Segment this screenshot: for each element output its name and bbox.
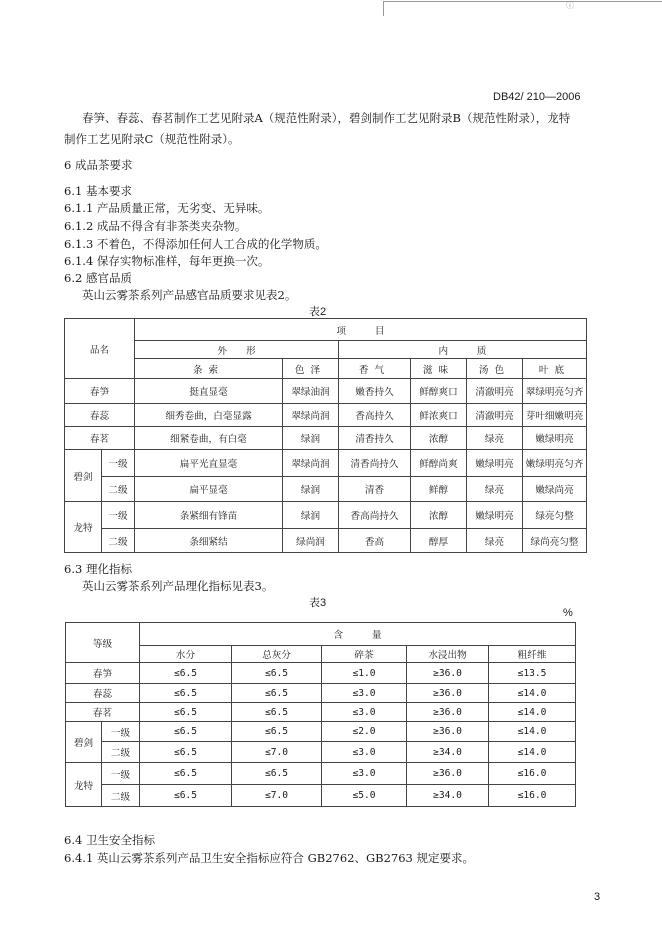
- header-color: 色泽: [283, 359, 339, 379]
- table-row: [65, 477, 587, 502]
- row-name: 碧剑: [65, 450, 102, 502]
- cell: ≤6.5: [140, 722, 232, 742]
- header-leaf: 叶底: [523, 359, 587, 379]
- header-crude-fiber: 粗纤维: [489, 646, 576, 663]
- row-name: 春茗: [65, 427, 135, 450]
- cell: ≥36.0: [407, 663, 489, 684]
- header-content: 含 量: [140, 623, 576, 646]
- row-name: 春蕊: [65, 404, 135, 427]
- page-number: 3: [594, 891, 601, 903]
- row-name: 春笋: [66, 663, 140, 684]
- clause-6-1-2: 6.1.2 成品不得含有非茶类夹杂物。: [64, 219, 247, 233]
- cell: 细秀卷曲，白毫显露: [135, 404, 283, 427]
- section-6-3-text: 英山云雾茶系列产品理化指标见表3。: [82, 579, 274, 593]
- cell: ≤6.5: [140, 763, 232, 785]
- section-6-3-heading: 6.3 理化指标: [64, 562, 132, 576]
- row-grade: 二级: [102, 785, 140, 807]
- header-item: 项 目: [135, 319, 587, 341]
- row-grade: 一级: [102, 722, 140, 742]
- clause-6-1-3: 6.1.3 不着色，不得添加任何人工合成的化学物质。: [64, 237, 327, 251]
- cell: ≤14.0: [489, 742, 576, 763]
- cell: ≤6.5: [232, 703, 322, 722]
- header-grade: 等级: [66, 623, 140, 663]
- row-grade: 一级: [102, 502, 135, 529]
- table-row: [66, 742, 576, 763]
- header-broken-tea: 碎茶: [322, 646, 407, 663]
- cell: 条细紧结: [135, 529, 283, 553]
- header-inner-quality: 内 质: [339, 341, 587, 359]
- cell: ≥36.0: [407, 703, 489, 722]
- row-name: 春蕊: [66, 684, 140, 703]
- cell: 清澈明亮: [467, 404, 523, 427]
- cell: 清香: [339, 477, 411, 502]
- cell: 细紧卷曲，有白毫: [135, 427, 283, 450]
- cell: 醇厚: [411, 529, 467, 553]
- cell: ≤7.0: [232, 742, 322, 763]
- header-aroma: 香气: [339, 359, 411, 379]
- cell: 鲜醇: [411, 477, 467, 502]
- intro-paragraph-line-2: 制作工艺见附录C（规范性附录）。: [64, 132, 240, 146]
- clause-6-1-1: 6.1.1 产品质量正常，无劣变、无异味。: [64, 201, 270, 215]
- cell: 绿亮: [467, 477, 523, 502]
- cell: ≤6.5: [140, 663, 232, 684]
- cell: 浓醇: [411, 427, 467, 450]
- row-name: 春笋: [65, 379, 135, 404]
- cell: 香高持久: [339, 404, 411, 427]
- cell: 扁平显毫: [135, 477, 283, 502]
- physicochemical-table: [65, 622, 576, 807]
- cell: 嫩绿明亮: [467, 450, 523, 477]
- row-name: 龙特: [65, 502, 102, 553]
- cell: ≤6.5: [140, 684, 232, 703]
- cell: ≤6.5: [140, 703, 232, 722]
- header-moisture: 水分: [140, 646, 232, 663]
- header-total-ash: 总灰分: [232, 646, 322, 663]
- cell: 嫩绿尚亮: [523, 477, 587, 502]
- row-grade: 一级: [102, 450, 135, 477]
- cell: ≥34.0: [407, 785, 489, 807]
- cell: 翠绿尚润: [283, 404, 339, 427]
- cell: 绿亮匀整: [523, 502, 587, 529]
- clause-6-4-1: 6.4.1 英山云雾茶系列产品卫生安全指标应符合 GB2762、GB2763 规定要求。: [64, 851, 475, 865]
- section-6-1-heading: 6.1 基本要求: [64, 184, 132, 198]
- table-row: [66, 722, 576, 742]
- row-grade: 二级: [102, 529, 135, 553]
- row-grade: 二级: [102, 742, 140, 763]
- cell: ≤16.0: [489, 785, 576, 807]
- cell: 条紧细有锋苗: [135, 502, 283, 529]
- header-water-extract: 水浸出物: [407, 646, 489, 663]
- cell: ≤14.0: [489, 684, 576, 703]
- cell: ≥34.0: [407, 742, 489, 763]
- table-row: [65, 450, 587, 477]
- cell: 翠绿油润: [283, 379, 339, 404]
- table-3-caption: 表3: [309, 597, 327, 609]
- cell: 嫩香持久: [339, 379, 411, 404]
- clause-6-1-4: 6.1.4 保存实物标准样，每年更换一次。: [64, 254, 270, 268]
- cell: ≥36.0: [407, 684, 489, 703]
- cell: 扁平光直显毫: [135, 450, 283, 477]
- cell: 芽叶细嫩明亮: [523, 404, 587, 427]
- table-row: [66, 684, 576, 703]
- cell: ≤16.0: [489, 763, 576, 785]
- cell: 绿润: [283, 502, 339, 529]
- cell: 翠绿尚润: [283, 450, 339, 477]
- row-name: 碧剑: [66, 722, 102, 763]
- header-appearance: 外 形: [135, 341, 339, 359]
- cell: ≤3.0: [322, 703, 407, 722]
- cell: ≤3.0: [322, 742, 407, 763]
- cell: ≤2.0: [322, 722, 407, 742]
- section-6-4-heading: 6.4 卫生安全指标: [64, 833, 155, 847]
- cell: 香高: [339, 529, 411, 553]
- cell: ≤6.5: [232, 722, 322, 742]
- cell: 清香尚持久: [339, 450, 411, 477]
- cell: ≥36.0: [407, 722, 489, 742]
- table-row: [65, 427, 587, 450]
- header-product-name: 品名: [65, 319, 135, 379]
- document-number: DB42/ 210—2006: [493, 91, 581, 103]
- table-2-caption: 表2: [309, 306, 327, 318]
- cell: 清香持久: [339, 427, 411, 450]
- cell: 嫩绿明亮匀齐: [523, 450, 587, 477]
- cell: 翠绿明亮匀齐: [523, 379, 587, 404]
- table-row: [66, 703, 576, 722]
- cell: 鲜浓爽口: [411, 404, 467, 427]
- scan-frame-edge: [383, 1, 662, 16]
- header-liquor: 汤色: [467, 359, 523, 379]
- cell: ≤3.0: [322, 763, 407, 785]
- cell: 嫩绿明亮: [467, 502, 523, 529]
- cell: ≥36.0: [407, 763, 489, 785]
- cell: 绿尚亮匀整: [523, 529, 587, 553]
- cell: 鲜醇尚爽: [411, 450, 467, 477]
- cell: 香高尚持久: [339, 502, 411, 529]
- table-row: [65, 404, 587, 427]
- cell: 浓醇: [411, 502, 467, 529]
- cell: 绿润: [283, 427, 339, 450]
- row-grade: 一级: [102, 763, 140, 785]
- cell: 绿亮: [467, 529, 523, 553]
- header-shape: 条索: [135, 359, 283, 379]
- cell: 绿亮: [467, 427, 523, 450]
- intro-paragraph-line-1: 春笋、春蕊、春茗制作工艺见附录A（规范性附录），碧剑制作工艺见附录B（规范性附录），龙特: [82, 111, 571, 125]
- section-6-2-heading: 6.2 感官品质: [64, 271, 132, 285]
- cell: ≤3.0: [322, 684, 407, 703]
- section-6-2-text: 英山云雾茶系列产品感官品质要求见表2。: [82, 288, 297, 302]
- cell: ≤6.5: [140, 742, 232, 763]
- header-taste: 滋味: [411, 359, 467, 379]
- cell: 嫩绿明亮: [523, 427, 587, 450]
- cell: ≤1.0: [322, 663, 407, 684]
- cell: 鲜醇爽口: [411, 379, 467, 404]
- cell: 绿润: [283, 477, 339, 502]
- cell: ≤7.0: [232, 785, 322, 807]
- table-row: [66, 785, 576, 807]
- table-row: [66, 763, 576, 785]
- cell: ≤6.5: [232, 663, 322, 684]
- sensory-quality-table: [64, 318, 587, 553]
- cell: ≤6.5: [140, 785, 232, 807]
- cell: ≤5.0: [322, 785, 407, 807]
- table-3-unit: %: [563, 607, 573, 619]
- cell: 绿尚润: [283, 529, 339, 553]
- table-row: [65, 379, 587, 404]
- row-name: 龙特: [66, 763, 102, 807]
- cell: ≤6.5: [232, 684, 322, 703]
- cell: ≤13.5: [489, 663, 576, 684]
- cell: 清澈明亮: [467, 379, 523, 404]
- corner-mark: ⓘ: [566, 1, 574, 10]
- cell: ≤14.0: [489, 703, 576, 722]
- cell: ≤14.0: [489, 722, 576, 742]
- section-6-heading: 6 成品茶要求: [64, 158, 133, 172]
- table-row: [65, 502, 587, 529]
- cell: 挺直显毫: [135, 379, 283, 404]
- cell: ≤6.5: [232, 763, 322, 785]
- table-row: [66, 663, 576, 684]
- row-name: 春茗: [66, 703, 140, 722]
- row-grade: 二级: [102, 477, 135, 502]
- table-row: [65, 529, 587, 553]
